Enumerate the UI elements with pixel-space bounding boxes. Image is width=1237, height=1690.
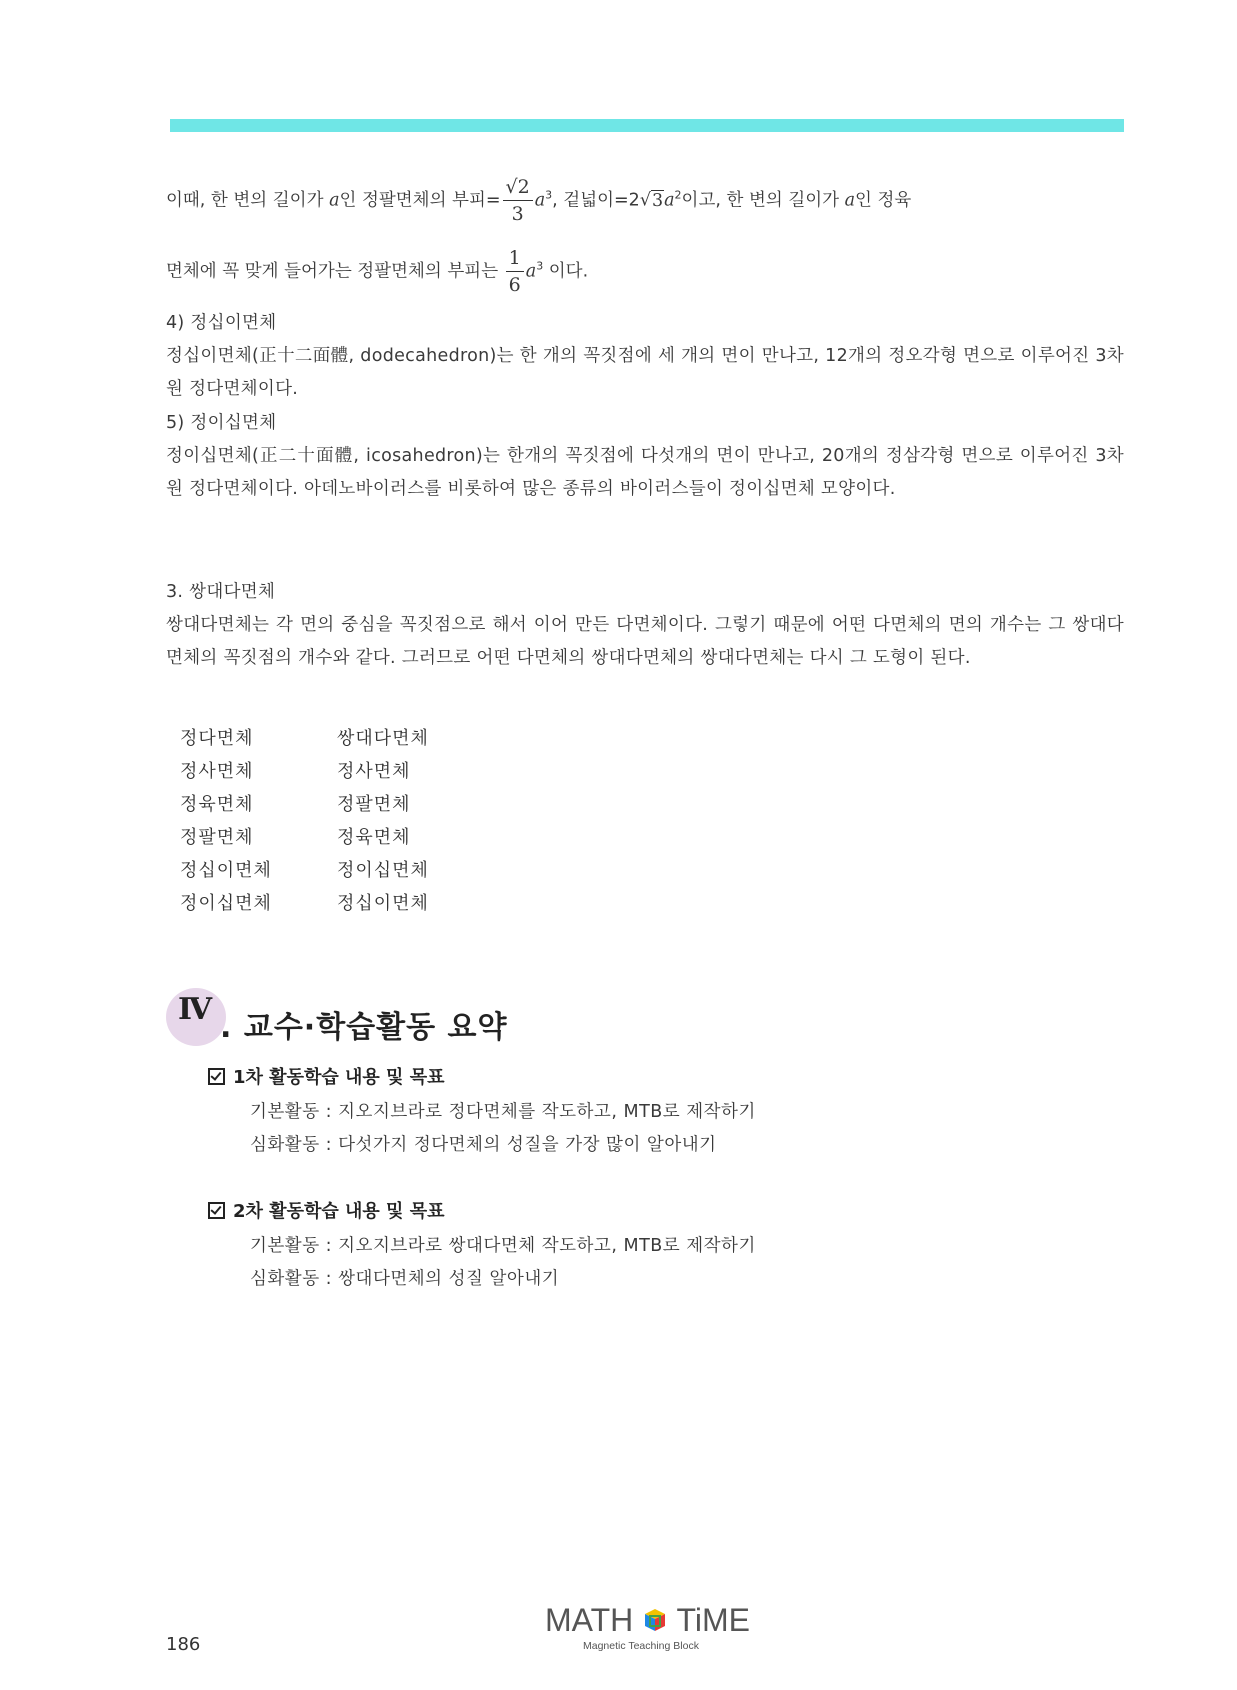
logo-text-left: MATH xyxy=(545,1602,634,1638)
fraction-denominator: 3 xyxy=(511,203,524,225)
table-cell: 정육면체 xyxy=(180,794,254,815)
table-cell: 정다면체 xyxy=(180,728,254,749)
table-cell: 정사면체 xyxy=(337,761,411,782)
table-row xyxy=(180,889,429,915)
table-cell: 정사면체 xyxy=(180,761,254,782)
volume-fraction-2 xyxy=(506,245,524,298)
sqrt-expression: √3 xyxy=(639,190,664,211)
activity-advanced-2: 심화활동 : 쌍대다면체의 성질 알아내기 xyxy=(250,1269,560,1289)
paragraph-icosahedron: 정이십면체(正二十面體, icosahedron)는 한개의 꼭짓점에 다섯개의 면이 만나고, 20개의 정삼각형 면으로 이루어진 3차원 정다면체이다. 아데노바이러스를 비롯하여 많은 종류의 바이러스들이 정이십면체 모양이다. xyxy=(166,446,1124,499)
fraction-numerator: 1 xyxy=(506,245,524,272)
math-variable: a xyxy=(844,190,856,211)
section-number: Ⅳ xyxy=(178,992,213,1027)
table-cell: 정십이면체 xyxy=(337,893,429,914)
volume-fraction xyxy=(503,174,533,227)
text-run: 인 정육 xyxy=(855,190,912,211)
math-variable: a xyxy=(664,190,675,211)
page-number: 186 xyxy=(166,1634,201,1655)
checkbox-checked-icon xyxy=(208,1202,225,1219)
activity-basic-1: 기본활동 : 지오지브라로 정다면체를 작도하고, MTB로 제작하기 xyxy=(250,1102,756,1122)
logo-tagline: Magnetic Teaching Block xyxy=(583,1640,699,1652)
math-variable: a xyxy=(534,190,546,211)
exponent: 3 xyxy=(545,188,553,202)
table-row xyxy=(180,757,411,783)
math-variable: a xyxy=(525,261,537,282)
text-run: 면체에 꼭 맞게 들어가는 정팔면체의 부피는 xyxy=(166,261,504,282)
paragraph-dual-polyhedra: 쌍대다면체는 각 면의 중심을 꼭짓점으로 해서 이어 만든 다면체이다. 그렇기 때문에 어떤 다면체의 면의 개수는 그 쌍대다면체의 꼭짓점의 개수와 같다. 그러므로 어떤 다면체의 쌍대다면체의 쌍대다면체는 다시 그 도형이 된다. xyxy=(166,615,1124,668)
cube-logo-icon xyxy=(642,1607,668,1633)
text-run: 이다. xyxy=(543,261,589,282)
group-title-text: 1차 활동학습 내용 및 목표 xyxy=(233,1067,445,1088)
table-cell: 정이십면체 xyxy=(337,860,429,881)
text-run: 이고, 한 변의 길이가 xyxy=(681,190,845,211)
table-row xyxy=(180,823,411,849)
table-cell: 정이십면체 xyxy=(180,893,272,914)
checkbox-checked-icon xyxy=(208,1068,225,1085)
formula-line-2 xyxy=(166,245,588,298)
table-cell: 정육면체 xyxy=(337,827,411,848)
radicand: 3 xyxy=(651,190,664,211)
table-cell: 정팔면체 xyxy=(180,827,254,848)
fraction-denominator: 6 xyxy=(508,274,521,296)
math-time-logo xyxy=(545,1602,755,1654)
header-accent-bar xyxy=(170,119,1124,132)
table-cell: 정십이면체 xyxy=(180,860,272,881)
formula-line-1 xyxy=(166,174,911,227)
exponent: 3 xyxy=(536,259,544,273)
activity-group-1-title xyxy=(208,1063,444,1089)
math-variable: a xyxy=(329,190,340,211)
table-row xyxy=(180,724,429,750)
section-title: . 교수·학습활동 요약 xyxy=(220,1010,508,1045)
text-run: , 겉넓이=2 xyxy=(552,190,640,211)
fraction-numerator: √2 xyxy=(503,174,533,201)
table-cell: 정팔면체 xyxy=(337,794,411,815)
activity-advanced-1: 심화활동 : 다섯가지 정다면체의 성질을 가장 많이 알아내기 xyxy=(250,1135,717,1155)
table-cell: 쌍대다면체 xyxy=(337,728,429,749)
heading-icosahedron: 5) 정이십면체 xyxy=(166,413,277,433)
exponent: 2 xyxy=(674,188,682,202)
activity-group-2-title xyxy=(208,1197,444,1223)
text-run: 인 정팔면체의 부피= xyxy=(339,190,501,211)
paragraph-dodecahedron: 정십이면체(正十二面體, dodecahedron)는 한 개의 꼭짓점에 세 개의 면이 만나고, 12개의 정오각형 면으로 이루어진 3차원 정다면체이다. xyxy=(166,346,1124,399)
logo-wordmark xyxy=(545,1602,750,1639)
table-row xyxy=(180,856,429,882)
logo-text-right: TiME xyxy=(676,1602,750,1638)
group-title-text: 2차 활동학습 내용 및 목표 xyxy=(233,1201,445,1222)
heading-dual-polyhedra: 3. 쌍대다면체 xyxy=(166,582,276,602)
heading-dodecahedron: 4) 정십이면체 xyxy=(166,313,277,333)
text-run: 이때, 한 변의 길이가 xyxy=(166,190,330,211)
activity-basic-2: 기본활동 : 지오지브라로 쌍대다면체 작도하고, MTB로 제작하기 xyxy=(250,1236,756,1256)
table-row xyxy=(180,790,411,816)
